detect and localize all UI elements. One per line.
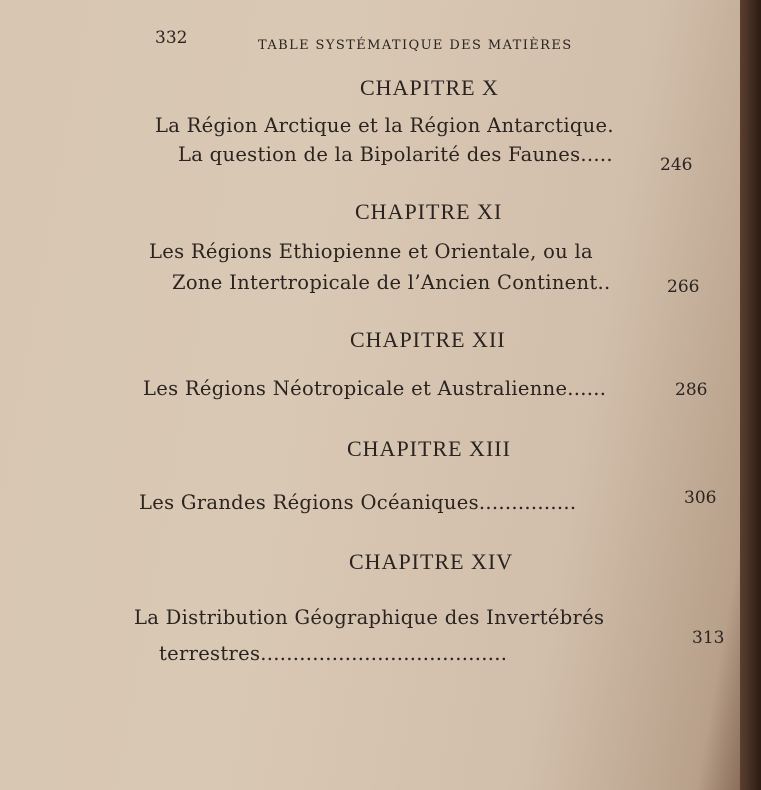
entry-line: Les Régions Ethiopienne et Orientale, ou la xyxy=(149,240,593,263)
page-number: 332 xyxy=(155,28,188,48)
entry-line: terrestres...................................... xyxy=(159,642,508,665)
chapter-heading: CHAPITRE X xyxy=(360,75,499,100)
entry-line: Les Régions Néotropicale et Australienne...... xyxy=(143,377,607,400)
entry-line: Les Grandes Régions Océaniques............... xyxy=(139,491,577,514)
entry-page-number: 286 xyxy=(675,380,708,400)
entry-page-number: 266 xyxy=(667,277,700,297)
entry-page-number: 306 xyxy=(684,488,717,508)
book-spine xyxy=(740,0,761,790)
chapter-heading: CHAPITRE XI xyxy=(355,199,503,224)
entry-line: Zone Intertropicale de l’Ancien Continent.. xyxy=(172,271,611,294)
chapter-heading: CHAPITRE XIII xyxy=(347,436,511,461)
entry-page-number: 246 xyxy=(660,155,693,175)
chapter-heading: CHAPITRE XIV xyxy=(349,549,514,574)
entry-line: La question de la Bipolarité des Faunes..... xyxy=(178,143,613,166)
entry-page-number: 313 xyxy=(692,628,725,648)
entry-line: La Région Arctique et la Région Antarctique. xyxy=(155,114,614,137)
entry-line: La Distribution Géographique des Invertébrés xyxy=(134,606,605,629)
chapter-heading: CHAPITRE XII xyxy=(350,327,506,352)
running-title: TABLE SYSTÉMATIQUE DES MATIÈRES xyxy=(258,38,573,53)
